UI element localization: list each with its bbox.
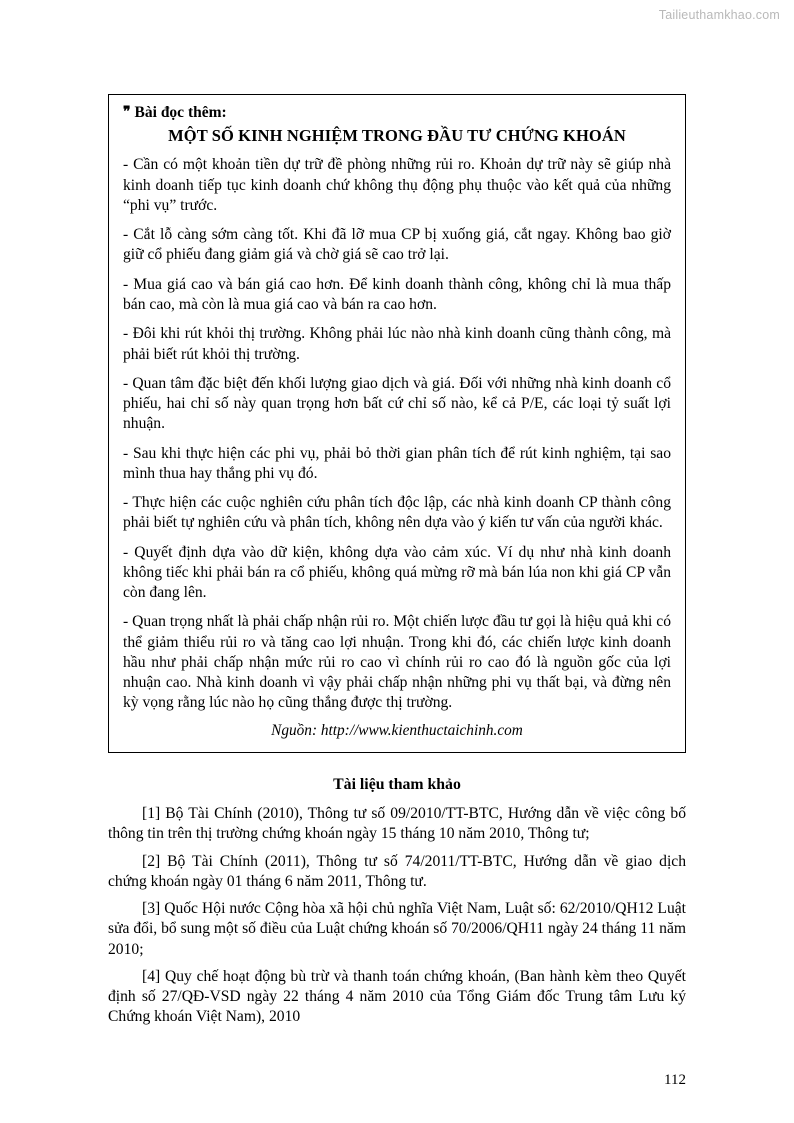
leaf-bullet-icon: ❞ <box>123 105 131 120</box>
reading-box-title: MỘT SỐ KINH NGHIỆM TRONG ĐẦU TƯ CHỨNG KHOÁN <box>168 126 626 146</box>
watermark-text: Tailieuthamkhao.com <box>658 8 780 22</box>
body-paragraph: - Quan tâm đặc biệt đến khối lượng giao dịch và giá. Đối với những nhà kinh doanh cổ phiếu, hai chỉ số này quan trọng hơn bất cứ chỉ số nào, kể cả P/E, các loại tỷ suất lợi nhuận. <box>123 374 671 433</box>
body-paragraph: - Quan trọng nhất là phải chấp nhận rủi ro. Một chiến lược đầu tư gọi là hiệu quả khi có thể giảm thiểu rủi ro và tăng cao lợi nhuận. Trong khi đó, các chiến lược kinh doanh hầu như phải chấp nhận mức rủi ro cao vì chính rủi ro cao đó là nguồn gốc của lợi nhuận cao. Nhà kinh doanh vì vậy phải chấp nhận những phi vụ thất bại, và đừng nên kỳ vọng rằng lúc nào họ cũng thắng được thị trường. <box>123 613 671 712</box>
body-paragraph: - Mua giá cao và bán giá cao hơn. Để kinh doanh thành công, không chỉ là mua thấp bán cao, mà còn là mua giá cao và bán ra cao hơn. <box>123 275 671 313</box>
body-paragraph: - Quyết định dựa vào dữ kiện, không dựa vào cảm xúc. Ví dụ như nhà kinh doanh không tiếc khi phải bán ra cổ phiếu, không quá mừng rỡ mà bán lúa non khi giá CP vẫn còn đang lên. <box>123 543 671 602</box>
reference-item: [3] Quốc Hội nước Cộng hòa xã hội chủ nghĩa Việt Nam, Luật số: 62/2010/QH12 Luật sửa đổi, bổ sung một số điều của Luật chứng khoán số 70/2006/QH11 ngày 24 tháng 11 năm 2010; <box>108 900 686 958</box>
reference-item: [1] Bộ Tài Chính (2010), Thông tư số 09/2010/TT-BTC, Hướng dẫn về việc công bố thông tin trên thị trường chứng khoán ngày 15 tháng 10 năm 2010, Thông tư; <box>108 805 686 843</box>
body-paragraph: - Cắt lỗ càng sớm càng tốt. Khi đã lỡ mua CP bị xuống giá, cắt ngay. Không bao giờ giữ cổ phiếu đang giảm giá và chờ giá sẽ cao trở lại. <box>123 226 671 264</box>
body-paragraph: - Thực hiện các cuộc nghiên cứu phân tích độc lập, các nhà kinh doanh CP thành công phải biết tự nghiên cứu và phân tích, không nên dựa vào ý kiến tư vấn của người khác. <box>123 494 671 532</box>
reading-box-heading <box>123 103 671 122</box>
reference-item: [4] Quy chế hoạt động bù trừ và thanh toán chứng khoán, (Ban hành kèm theo Quyết định số 27/QĐ-VSD ngày 22 tháng 4 năm 2010 của Tổng Giám đốc Trung tâm Lưu ký Chứng khoán Việt Nam), 2010 <box>108 967 686 1026</box>
source-line: Nguồn: http://www.kienthuctaichinh.com <box>271 721 523 739</box>
body-paragraph: - Cần có một khoản tiền dự trữ đề phòng những rủi ro. Khoản dự trữ này sẽ giúp nhà kinh doanh tiếp tục kinh doanh chứ không thụ động phụ thuộc vào kết quả của những “phi vụ” trước. <box>123 156 671 214</box>
references-section <box>108 776 686 1035</box>
references-title: Tài liệu tham khảo <box>333 776 461 793</box>
body-paragraph: - Sau khi thực hiện các phi vụ, phải bỏ thời gian phân tích để rút kinh nghiệm, tại sao mình thua hay thắng phi vụ đó. <box>123 444 671 482</box>
page-number: 112 <box>664 1072 686 1088</box>
reference-item: [2] Bộ Tài Chính (2011), Thông tư số 74/2011/TT-BTC, Hướng dẫn về giao dịch chứng khoán ngày 01 tháng 6 năm 2011, Thông tư. <box>108 852 686 890</box>
body-paragraph: - Đôi khi rút khỏi thị trường. Không phải lúc nào nhà kinh doanh cũng thành công, mà phải biết rút khỏi thị trường. <box>123 325 671 363</box>
reading-box <box>108 94 686 753</box>
reading-box-heading-label: Bài đọc thêm: <box>134 104 227 121</box>
